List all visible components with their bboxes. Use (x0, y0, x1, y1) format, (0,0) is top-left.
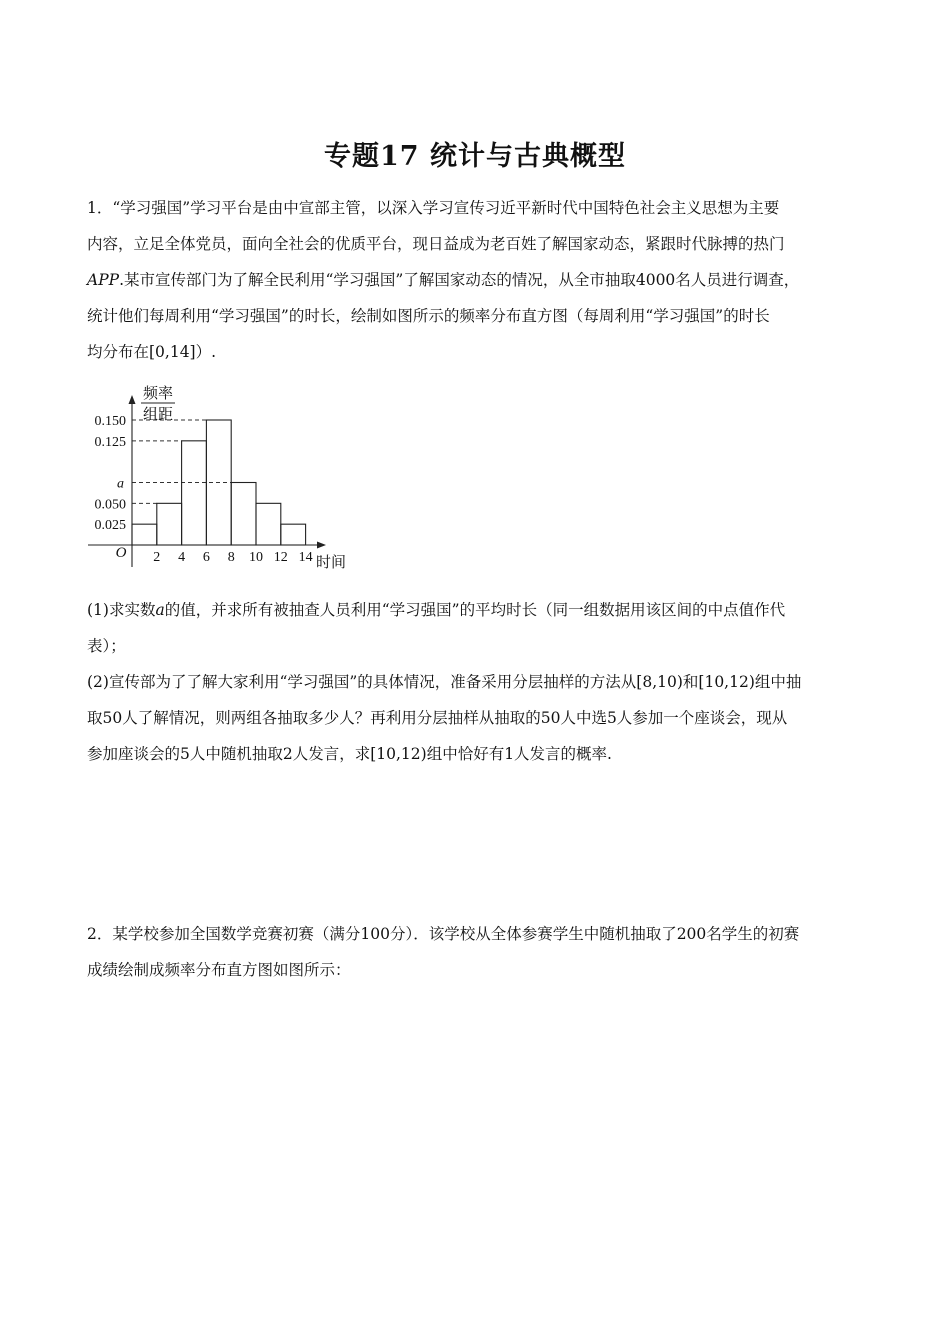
y-tick-label: a (117, 476, 124, 492)
problem-1-text (87, 190, 867, 370)
x-tick-label: 2 (153, 550, 161, 565)
problem-2-line-2: 成绩绘制成频率分布直方图如图所示： (87, 961, 351, 979)
y-axis-label-denominator: 组距 (142, 407, 174, 423)
problem-2-line-1: 2．某学校参加全国数学竞赛初赛（满分100分）．该学校从全体参赛学生中随机抽取了200名学生的初赛 (87, 925, 800, 943)
frequency-histogram (80, 378, 370, 578)
problem-1-line-3 (87, 262, 867, 298)
question-2 (87, 664, 867, 772)
y-tick-label: 0.050 (94, 497, 126, 513)
page-title: 专题17 统计与古典概型 (324, 141, 626, 172)
x-tick-label: 10 (249, 550, 263, 565)
question-2-line-2: 取50人了解情况，则两组各抽取多少人？再利用分层抽样从抽取的50人中选5人参加一个座谈会，现从 (87, 709, 788, 727)
histogram-bar (132, 524, 157, 545)
y-tick-label: 0.150 (94, 414, 126, 429)
question-2-line-3: 参加座谈会的5人中随机抽取2人发言，求[10,12)组中恰好有1人发言的概率. (87, 745, 612, 763)
histogram-bar (157, 503, 182, 545)
x-tick-label: 6 (202, 550, 210, 565)
problem-1-line-5: 均分布在[0,14]）. (87, 343, 217, 361)
question-1 (87, 592, 867, 664)
histogram-bar (281, 524, 306, 545)
problem-1-line-1: 1．“学习强国”学习平台是由中宣部主管，以深入学习宣传习近平新时代中国特色社会主义思想为主要 (87, 199, 780, 217)
variable-a: a (155, 601, 165, 619)
problem-2-text (87, 916, 867, 988)
x-tick-label: 14 (298, 550, 313, 565)
y-axis-label-numerator: 频率 (142, 386, 174, 402)
x-tick-label: 8 (227, 550, 235, 565)
y-tick-label: 0.025 (94, 518, 126, 534)
y-tick-label: 0.125 (94, 434, 126, 450)
x-axis-arrow (317, 542, 326, 549)
problem-1-line-3-rest: .某市宣传部门为了解全民利用“学习强国”了解国家动态的情况，从全市抽取4000名人员进行调查， (119, 271, 800, 289)
question-1-line-1 (87, 592, 867, 628)
question-1-line-2: 表）； (87, 637, 126, 655)
x-tick-label: 12 (273, 550, 288, 565)
question-1-rest: 的值，并求所有被抽查人员利用“学习强国”的平均时长（同一组数据用该区间的中点值作代 (164, 601, 786, 619)
origin-label: O (115, 545, 127, 561)
x-axis-label: 时间 (316, 555, 347, 571)
histogram-bar (182, 441, 207, 545)
histogram-bar (231, 483, 256, 546)
question-2-line-1: (2)宣传部为了了解大家利用“学习强国”的具体情况，准备采用分层抽样的方法从[8,10)和[10,12)组中抽 (87, 673, 802, 691)
x-tick-label: 4 (178, 550, 186, 565)
problem-1-line-2: 内容，立足全体党员，面向全社会的优质平台，现日益成为老百姓了解国家动态，紧跟时代脉搏的热门 (87, 235, 785, 253)
app-term: APP (87, 271, 120, 289)
histogram-bar (256, 503, 281, 545)
question-1-prefix: (1)求实数 (87, 601, 156, 619)
problem-1-line-4: 统计他们每周利用“学习强国”的时长，绘制如图所示的频率分布直方图（每周利用“学习强国”的时长 (87, 307, 770, 325)
y-axis-arrow (129, 395, 136, 404)
